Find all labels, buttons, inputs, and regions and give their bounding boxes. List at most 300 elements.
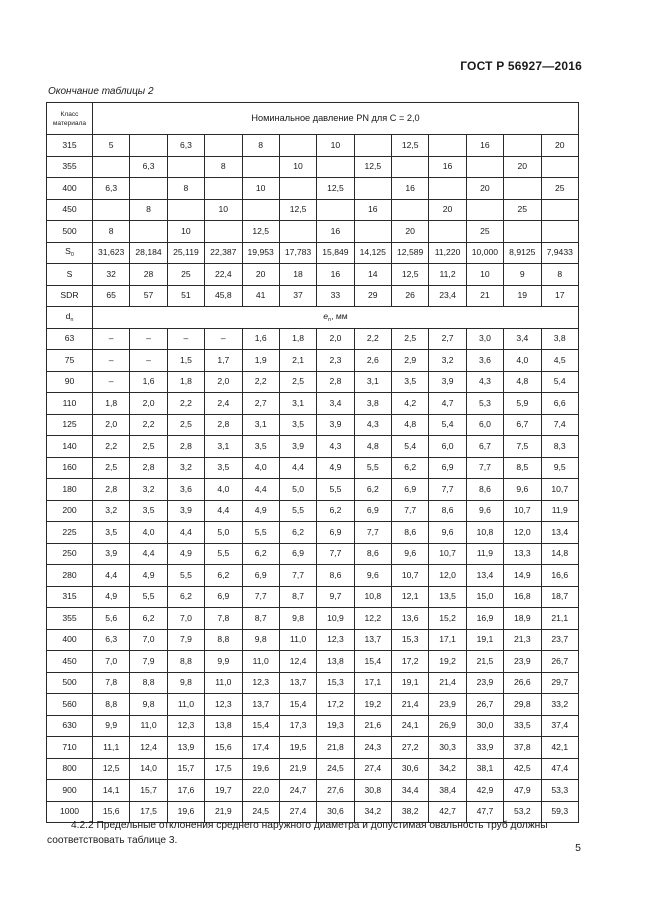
wall-thickness-cell: 27,4 [279,801,316,823]
wall-thickness-cell: 24,1 [392,715,429,737]
pn-cell: 16 [429,156,466,178]
wall-thickness-cell: 6,2 [242,543,279,565]
wall-thickness-cell: 2,5 [130,436,167,458]
wall-thickness-cell: 7,7 [354,522,391,544]
wall-thickness-cell: 7,7 [279,565,316,587]
wall-thickness-cell: 16,9 [466,608,503,630]
wall-thickness-cell: 5,9 [504,393,541,415]
s-cell: 14 [354,264,391,286]
pn-cell [242,156,279,178]
wall-thickness-cell: 47,4 [541,758,579,780]
wall-thickness-cell: 21,4 [429,672,466,694]
wall-thickness-cell: 2,0 [317,328,354,350]
wall-thickness-cell: 15,6 [205,737,242,759]
wall-thickness-cell: 2,7 [242,393,279,415]
sdr-cell: 19 [504,285,541,307]
wall-thickness-cell: 17,4 [242,737,279,759]
pn-cell: 20 [541,135,579,157]
dn-value: 560 [47,694,93,716]
wall-thickness-cell: 4,3 [354,414,391,436]
pn-cell [279,135,316,157]
wall-thickness-cell: 17,3 [279,715,316,737]
wall-thickness-cell: 2,7 [429,328,466,350]
wall-thickness-cell: 15,4 [242,715,279,737]
dn-value: 180 [47,479,93,501]
wall-thickness-cell: 5,4 [392,436,429,458]
wall-thickness-cell: 2,8 [167,436,204,458]
wall-thickness-cell: 17,1 [429,629,466,651]
wall-thickness-cell: 6,9 [279,543,316,565]
s0-label [47,242,93,264]
wall-thickness-cell: 2,8 [130,457,167,479]
pn-cell [429,221,466,243]
dn-value: 900 [47,780,93,802]
pn-cell: 8 [167,178,204,200]
wall-thickness-cell: 8,7 [242,608,279,630]
wall-thickness-cell: 6,9 [317,522,354,544]
dn-value: 500 [47,672,93,694]
wall-thickness-table [46,102,579,823]
pn-cell [167,199,204,221]
wall-thickness-cell: 42,9 [466,780,503,802]
wall-thickness-cell: 2,8 [93,479,130,501]
wall-thickness-cell: 13,8 [205,715,242,737]
wall-thickness-cell: 2,1 [279,350,316,372]
wall-thickness-cell: 15,6 [93,801,130,823]
wall-thickness-cell: 3,1 [205,436,242,458]
wall-thickness-cell: 2,0 [130,393,167,415]
wall-thickness-cell: 11,0 [242,651,279,673]
wall-thickness-cell: 2,8 [317,371,354,393]
pn-cell: 8 [93,221,130,243]
dn-value: 75 [47,350,93,372]
wall-thickness-cell: 4,9 [242,500,279,522]
dn-row [47,694,579,716]
wall-thickness-cell: 10,7 [392,565,429,587]
wall-thickness-cell: 5,5 [354,457,391,479]
pn-cell [541,156,579,178]
wall-thickness-cell: 3,1 [279,393,316,415]
wall-thickness-cell: 34,4 [392,780,429,802]
pn-row [47,156,579,178]
wall-thickness-cell: 4,8 [504,371,541,393]
wall-thickness-cell: 12,0 [429,565,466,587]
row-label: 315 [47,135,93,157]
wall-thickness-cell: 6,2 [167,586,204,608]
dn-label-main: d [65,310,71,321]
wall-thickness-cell: 6,9 [205,586,242,608]
pn-cell: 10 [242,178,279,200]
row-label: 400 [47,178,93,200]
wall-thickness-cell: 1,9 [242,350,279,372]
s0-cell: 14,125 [354,242,391,264]
wall-thickness-cell: 11,0 [279,629,316,651]
wall-thickness-cell: – [167,328,204,350]
table-caption: Окончание таблицы 2 [48,86,154,97]
pn-cell [167,156,204,178]
s0-cell: 19,953 [242,242,279,264]
pn-cell: 25 [504,199,541,221]
wall-thickness-cell: 10,9 [317,608,354,630]
wall-thickness-cell: 3,1 [354,371,391,393]
wall-thickness-cell: 2,2 [93,436,130,458]
s-cell: 8 [541,264,579,286]
s-cell: 32 [93,264,130,286]
wall-thickness-cell: 3,5 [205,457,242,479]
en-label [93,307,579,329]
wall-thickness-cell: 12,2 [354,608,391,630]
wall-thickness-cell: 3,5 [242,436,279,458]
wall-thickness-cell: 11,1 [93,737,130,759]
wall-thickness-cell: 21,6 [354,715,391,737]
dn-row [47,414,579,436]
wall-thickness-cell: 4,9 [317,457,354,479]
s-cell: 18 [279,264,316,286]
s-cell: 28 [130,264,167,286]
dn-value: 710 [47,737,93,759]
wall-thickness-cell: 24,5 [242,801,279,823]
wall-thickness-cell: – [205,328,242,350]
wall-thickness-cell: 5,5 [130,586,167,608]
wall-thickness-cell: 4,9 [130,565,167,587]
pn-cell [504,135,541,157]
s0-cell: 22,387 [205,242,242,264]
pn-cell: 8 [205,156,242,178]
wall-thickness-cell: 24,5 [317,758,354,780]
wall-thickness-cell: 26,9 [429,715,466,737]
wall-thickness-cell: 38,2 [392,801,429,823]
wall-thickness-cell: 6,0 [429,436,466,458]
wall-thickness-cell: 9,8 [130,694,167,716]
pn-row [47,135,579,157]
wall-thickness-cell: 30,6 [317,801,354,823]
s-cell: 16 [317,264,354,286]
dn-value: 140 [47,436,93,458]
wall-thickness-cell: 3,8 [354,393,391,415]
wall-thickness-cell: 4,3 [317,436,354,458]
wall-thickness-cell: 4,8 [354,436,391,458]
pn-cell [541,199,579,221]
wall-thickness-cell: 17,5 [205,758,242,780]
wall-thickness-cell: 12,3 [317,629,354,651]
wall-thickness-cell: 16,8 [504,586,541,608]
wall-thickness-cell: 8,8 [167,651,204,673]
dn-row [47,672,579,694]
wall-thickness-cell: 4,0 [130,522,167,544]
wall-thickness-cell: 6,3 [93,629,130,651]
s0-label-main: S [65,246,71,256]
wall-thickness-cell: 12,4 [130,737,167,759]
wall-thickness-cell: 3,5 [130,500,167,522]
wall-thickness-cell: 17,5 [130,801,167,823]
wall-thickness-cell: 12,3 [167,715,204,737]
wall-thickness-cell: 38,1 [466,758,503,780]
wall-thickness-cell: 7,7 [392,500,429,522]
pn-cell [392,156,429,178]
dn-row [47,543,579,565]
dn-value: 160 [47,457,93,479]
wall-thickness-cell: 14,8 [541,543,579,565]
sdr-label: SDR [47,285,93,307]
wall-thickness-cell: 5,5 [317,479,354,501]
wall-thickness-cell: 1,8 [167,371,204,393]
wall-thickness-cell: 2,6 [354,350,391,372]
wall-thickness-cell: 42,5 [504,758,541,780]
wall-thickness-cell: 15,7 [167,758,204,780]
wall-thickness-cell: 5,6 [93,608,130,630]
wall-thickness-cell: 4,0 [242,457,279,479]
wall-thickness-cell: 8,7 [279,586,316,608]
document-code: ГОСТ Р 56927—2016 [460,59,582,73]
pn-row [47,221,579,243]
wall-thickness-cell: 2,0 [93,414,130,436]
dn-row [47,608,579,630]
pn-cell [354,178,391,200]
wall-thickness-cell: 17,6 [167,780,204,802]
wall-thickness-cell: 24,7 [279,780,316,802]
wall-thickness-cell: 19,6 [167,801,204,823]
paragraph-4-2-2: 4.2.2 Предельные отклонения среднего наружного диаметра и допустимая овальность труб должны соответствовать таблице 3. [47,820,548,846]
wall-thickness-cell: 6,2 [205,565,242,587]
wall-thickness-cell: 2,2 [130,414,167,436]
wall-thickness-cell: 23,9 [466,672,503,694]
pn-cell [466,199,503,221]
wall-thickness-cell: 6,2 [130,608,167,630]
s-cell: 25 [167,264,204,286]
wall-thickness-cell: 12,3 [205,694,242,716]
wall-thickness-cell: 9,6 [392,543,429,565]
wall-thickness-cell: 4,4 [93,565,130,587]
wall-thickness-cell: – [93,350,130,372]
pn-cell: 16 [392,178,429,200]
wall-thickness-cell: 13,7 [242,694,279,716]
wall-thickness-cell: 13,5 [429,586,466,608]
wall-thickness-cell: 11,9 [541,500,579,522]
pn-cell: 12,5 [392,135,429,157]
wall-thickness-cell: 4,9 [167,543,204,565]
wall-thickness-cell: 2,0 [205,371,242,393]
pn-cell [205,221,242,243]
s0-cell: 11,220 [429,242,466,264]
wall-thickness-cell: 4,4 [205,500,242,522]
wall-thickness-cell: 15,3 [317,672,354,694]
wall-thickness-cell: 23,9 [429,694,466,716]
wall-thickness-cell: 21,8 [317,737,354,759]
pn-cell: 20 [392,221,429,243]
wall-thickness-cell: 23,9 [504,651,541,673]
wall-thickness-cell: 38,4 [429,780,466,802]
dn-value: 250 [47,543,93,565]
wall-thickness-cell: 1,8 [279,328,316,350]
wall-thickness-cell: 2,5 [167,414,204,436]
wall-thickness-cell: 47,9 [504,780,541,802]
wall-thickness-cell: 13,3 [504,543,541,565]
wall-thickness-cell: 2,2 [354,328,391,350]
wall-thickness-cell: 3,6 [466,350,503,372]
wall-thickness-cell: 17,2 [392,651,429,673]
wall-thickness-cell: 1,6 [242,328,279,350]
pn-row [47,178,579,200]
pn-cell [279,221,316,243]
wall-thickness-cell: 34,2 [429,758,466,780]
dn-value: 225 [47,522,93,544]
wall-thickness-cell: 7,8 [205,608,242,630]
s0-cell: 8,9125 [504,242,541,264]
dn-row [47,737,579,759]
wall-thickness-cell: 7,0 [130,629,167,651]
wall-thickness-cell: 5,4 [429,414,466,436]
wall-thickness-cell: 30,3 [429,737,466,759]
pn-cell: 6,3 [167,135,204,157]
dn-row [47,758,579,780]
wall-thickness-cell: 3,0 [466,328,503,350]
wall-thickness-cell: 21,1 [541,608,579,630]
wall-thickness-cell: 3,5 [93,522,130,544]
wall-thickness-cell: 13,6 [392,608,429,630]
wall-thickness-cell: 6,9 [354,500,391,522]
wall-thickness-cell: 7,7 [466,457,503,479]
sdr-cell: 33 [317,285,354,307]
pn-cell [429,135,466,157]
pn-cell [429,178,466,200]
wall-thickness-cell: 4,3 [466,371,503,393]
wall-thickness-cell: 19,5 [279,737,316,759]
pn-cell [392,199,429,221]
dn-label [47,307,93,329]
wall-thickness-cell: 17,1 [354,672,391,694]
wall-thickness-cell: 33,5 [504,715,541,737]
material-class-header: Класс материала [47,103,93,135]
wall-thickness-cell: 15,4 [279,694,316,716]
wall-thickness-cell: 29,8 [504,694,541,716]
s-cell: 20 [242,264,279,286]
pn-cell: 10 [279,156,316,178]
wall-thickness-cell: 30,0 [466,715,503,737]
pn-cell: 25 [466,221,503,243]
dn-row [47,629,579,651]
wall-thickness-cell: 7,9 [167,629,204,651]
wall-thickness-cell: 19,7 [205,780,242,802]
dn-row [47,479,579,501]
dn-row [47,457,579,479]
pn-cell: 12,5 [279,199,316,221]
dn-value: 450 [47,651,93,673]
dn-value: 315 [47,586,93,608]
wall-thickness-cell: 12,1 [392,586,429,608]
pn-cell [466,156,503,178]
wall-thickness-cell: 9,6 [354,565,391,587]
wall-thickness-cell: 9,6 [429,522,466,544]
wall-thickness-cell: 13,8 [317,651,354,673]
pn-cell [130,178,167,200]
wall-thickness-cell: 9,5 [541,457,579,479]
sdr-cell: 29 [354,285,391,307]
wall-thickness-cell: 4,7 [429,393,466,415]
wall-thickness-cell: 4,0 [504,350,541,372]
dn-row [47,371,579,393]
wall-thickness-cell: 5,4 [541,371,579,393]
wall-thickness-cell: 59,3 [541,801,579,823]
wall-thickness-cell: – [130,328,167,350]
en-label-sub: n [328,316,332,323]
dn-value: 110 [47,393,93,415]
pn-cell: 20 [429,199,466,221]
pn-cell: 8 [130,199,167,221]
wall-thickness-cell: 29,7 [541,672,579,694]
wall-thickness-cell: 1,6 [130,371,167,393]
wall-thickness-cell: 13,7 [354,629,391,651]
wall-thickness-cell: 23,7 [541,629,579,651]
wall-thickness-cell: 10,8 [466,522,503,544]
wall-thickness-cell: 5,3 [466,393,503,415]
wall-thickness-cell: 9,9 [205,651,242,673]
wall-thickness-cell: 3,5 [392,371,429,393]
sdr-cell: 26 [392,285,429,307]
wall-thickness-cell: 4,4 [242,479,279,501]
wall-thickness-cell: 33,2 [541,694,579,716]
wall-thickness-cell: 9,7 [317,586,354,608]
wall-thickness-cell: 18,9 [504,608,541,630]
wall-thickness-cell: 4,4 [167,522,204,544]
pn-cell [541,221,579,243]
wall-thickness-cell: 6,9 [242,565,279,587]
wall-thickness-cell: 21,5 [466,651,503,673]
wall-thickness-cell: 5,0 [205,522,242,544]
nominal-pressure-header: Номинальное давление PN для C = 2,0 [93,103,579,135]
wall-thickness-cell: 42,1 [541,737,579,759]
dn-row [47,436,579,458]
pn-cell: 10 [205,199,242,221]
wall-thickness-cell: 12,5 [93,758,130,780]
wall-thickness-cell: 1,7 [205,350,242,372]
dn-value: 63 [47,328,93,350]
dn-value: 400 [47,629,93,651]
dn-value: 800 [47,758,93,780]
pn-cell: 5 [93,135,130,157]
table-body [47,103,579,823]
dn-row [47,780,579,802]
row-label: 355 [47,156,93,178]
wall-thickness-cell: 17,2 [317,694,354,716]
pn-cell: 8 [242,135,279,157]
s-cell: 9 [504,264,541,286]
wall-thickness-cell: 3,1 [242,414,279,436]
wall-thickness-cell: 1,5 [167,350,204,372]
dn-row [47,651,579,673]
wall-thickness-cell: 2,9 [392,350,429,372]
wall-thickness-cell: 3,8 [541,328,579,350]
pn-cell [317,199,354,221]
wall-thickness-cell: 2,3 [317,350,354,372]
wall-thickness-cell: 21,3 [504,629,541,651]
dn-row [47,565,579,587]
dn-value: 200 [47,500,93,522]
wall-thickness-cell: 9,8 [279,608,316,630]
wall-thickness-cell: 10,7 [504,500,541,522]
wall-thickness-cell: 8,8 [205,629,242,651]
wall-thickness-cell: – [93,371,130,393]
wall-thickness-cell: 12,4 [279,651,316,673]
wall-thickness-cell: 2,8 [205,414,242,436]
wall-thickness-cell: – [130,350,167,372]
dn-en-header-row [47,307,579,329]
wall-thickness-cell: 6,2 [279,522,316,544]
wall-thickness-cell: 3,9 [93,543,130,565]
wall-thickness-cell: 9,6 [504,479,541,501]
pn-cell: 16 [354,199,391,221]
sdr-cell: 51 [167,285,204,307]
wall-thickness-cell: 9,8 [167,672,204,694]
